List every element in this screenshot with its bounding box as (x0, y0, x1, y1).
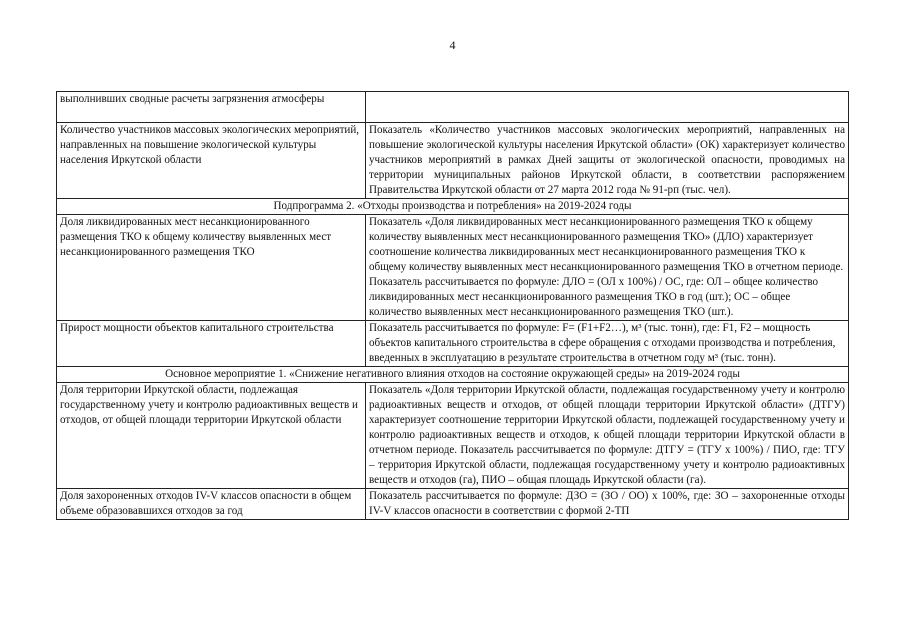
indicator-description-cell (366, 92, 849, 123)
table-row (57, 123, 849, 199)
table-row (57, 321, 849, 367)
page-number: 4 (449, 38, 456, 52)
section-heading-row (57, 199, 849, 215)
indicator-name-cell: выполнивших сводные расчеты загрязнения атмосферы (57, 92, 366, 123)
table-row (57, 383, 849, 489)
indicator-description-cell: Показатель рассчитывается по формуле: ДЗО = (ЗО / ОО) х 100%, где: ЗО – захороненные отходы IV-V классов опасности в соответствии с формой 2-ТП (366, 489, 849, 520)
indicator-name-cell: Прирост мощности объектов капитального строительства (57, 321, 366, 367)
indicator-description-cell: Показатель рассчитывается по формуле: F= (F1+F2…), м³ (тыс. тонн), где: F1, F2 – мощность объектов капитального строительства в сфере обращения с отходами производства и потребления, введенных в эксплуатацию в результате строительства в отчетном году м³ (тыс. тонн). (366, 321, 849, 367)
indicator-table (56, 91, 849, 520)
table-row (57, 489, 849, 520)
indicator-name-cell: Доля захороненных отходов IV-V классов опасности в общем объеме образовавшихся отходов за год (57, 489, 366, 520)
indicator-name-cell: Доля территории Иркутской области, подлежащая государственному учету и контролю радиоактивных веществ и отходов, от общей площади территории Иркутской области (57, 383, 366, 489)
section-heading-row (57, 367, 849, 383)
section-heading: Подпрограмма 2. «Отходы производства и потребления» на 2019-2024 годы (57, 199, 849, 215)
indicator-description-cell: Показатель «Доля территории Иркутской области, подлежащая государственному учету и контролю радиоактивных веществ и отходов, от общей площади территории Иркутской области» (ДТГУ) характеризует соотношение территории Иркутской области, подлежащей государственному учету и контролю радиоактивных веществ и отходов, к общей площади территории Иркутской области в отчетном периоде. Показатель рассчитывается по формуле: ДТГУ = (ТГУ х 100%) / ПИО, где: ТГУ – территория Иркутской области, подлежащая государственному учету и контролю радиоактивных веществ и отходов (га), ПИО – общая площадь Иркутской области (га). (366, 383, 849, 489)
indicator-name-cell: Доля ликвидированных мест несанкционированного размещения ТКО к общему количеству выявленных мест несанкционированного размещения ТКО (57, 215, 366, 321)
section-heading: Основное мероприятие 1. «Снижение негативного влияния отходов на состояние окружающей среды» на 2019-2024 годы (57, 367, 849, 383)
indicator-name-cell: Количество участников массовых экологических мероприятий, направленных на повышение экологической культуры населения Иркутской области (57, 123, 366, 199)
indicator-description-cell: Показатель «Количество участников массовых экологических мероприятий, направленных на повышение экологической культуры населения Иркутской области» (ОК) характеризует количество участников мероприятий в рамках Дней защиты от экологической опасности, проводимых на территории муниципальных районов Иркутской области, в соответствии распоряжением Правительства Иркутской области от 27 марта 2012 года № 91-рп (тыс. чел). (366, 123, 849, 199)
indicator-description-cell: Показатель «Доля ликвидированных мест несанкционированного размещения ТКО к общему количеству выявленных мест несанкционированного размещения ТКО» (ДЛО) характеризует соотношение количества ликвидированных мест несанкционированного размещения ТКО к общему количеству выявленных мест несанкционированного размещения ТКО в отчетном периоде. Показатель рассчитывается по формуле: ДЛО = (ОЛ х 100%) / ОС, где: ОЛ – общее количество ликвидированных мест несанкционированного размещения ТКО в год (шт.); ОС – общее количество выявленных мест несанкционированного размещения ТКО (шт.). (366, 215, 849, 321)
table-row (57, 92, 849, 123)
table-row (57, 215, 849, 321)
